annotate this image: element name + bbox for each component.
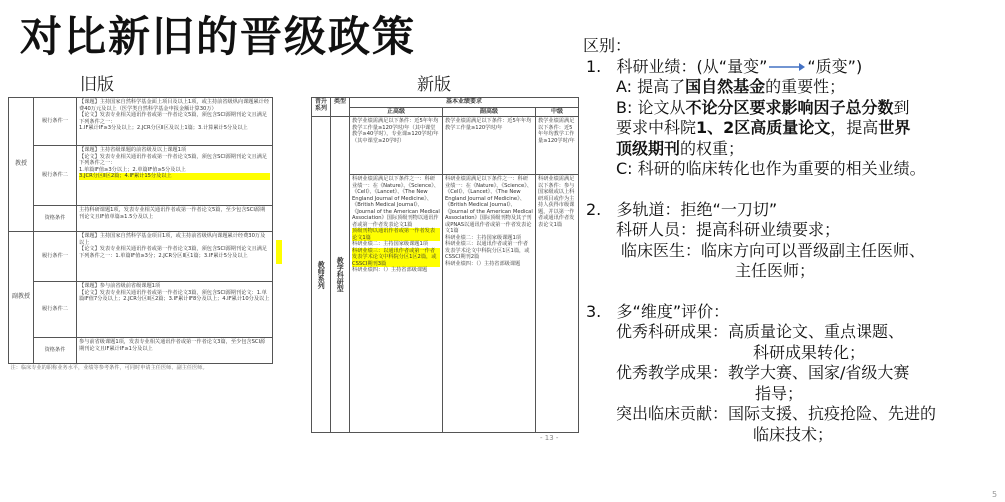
diff-item3-l2c: 指导； xyxy=(755,383,804,403)
new-c1: 教学业绩需满足以下条件：近5年年均教学工作量≥120学时/年 xyxy=(536,117,579,175)
new-highlight-2: 科研业绩三：以通讯作者或第一作者发表学术论文中科院分区1区2篇，或CSSCI期刊3篇 xyxy=(352,248,440,268)
old-sec4-title: 履行条件一 xyxy=(34,232,77,282)
diff-item2-l2: 临床医生：临床方向可以晋级副主任医师、 xyxy=(621,240,926,260)
new-c2: 科研业绩需满足以下条件：参与国家级或以上科研项目或作为主持人获得市级课题，并以第一作者或通讯作者发表论文1篇 xyxy=(536,175,579,433)
old-highlight: 3.JCR分区Ⅱ区2篇；4.IF累计15分及以上 xyxy=(79,173,270,180)
new-highlight-1: 顶级刊物以通讯作者或第一作者发表论文1篇 xyxy=(352,228,440,241)
new-b1: 教学业绩需满足以下条件：近5年年均教学工作量≥120学时/年 xyxy=(443,117,536,175)
old-sec3-title: 资格条件 xyxy=(34,206,77,232)
diff-item1: 1. 科研业绩：(从“量变” “质变”) xyxy=(586,56,863,76)
new-h-senior: 正高级 xyxy=(350,107,443,117)
diff-b-2: 要求中科院1、2区高质量论文，提高世界 xyxy=(616,118,911,137)
diff-item3-l1: 优秀科研成果：高质量论文、重点课题、 xyxy=(616,322,905,341)
old-cell-3: 主持科研课题1项，发表专业相关通讯作者或第一作者论文5篇，至少包含SCI源期刊论文且IF值单篇≥1.5分及以上 xyxy=(77,206,273,232)
new-h-associate: 副高级 xyxy=(443,107,536,117)
diff-item3-l1c: 科研成果转化； xyxy=(753,342,866,362)
old-sec2-title: 履行条件二 xyxy=(34,146,77,206)
diff-b-3: 顶级期刊的权重； xyxy=(616,138,745,158)
old-policy-document xyxy=(8,97,273,422)
diff-item3-l2: 优秀教学成果：教学大赛、国家/省级大赛 xyxy=(616,363,910,382)
page-number: - 13 - xyxy=(540,434,559,442)
old-cell-1: 【课题】主持国家自然科学基金面上项目及以上1项，或主持前省级纵向课题累计经费40万元及以上（医学类自然科学基金申报金额计算30万） 【论文】发表专业相关通讯作者或第一作者论文5篇，须包含SCI源期刊论文且满足下列条件之一： 1.IF累计IF≥3分及以上；2.JCR分区Ⅱ区及以上1篇；3.计算累计5分及以上 xyxy=(77,98,273,146)
old-cell-4: 【课题】主持国家自然科学基金项目1项，或主持前省级纵向课题累计经费30万及以上 【论文】发表专业相关通讯作者或第一作者论文3篇，须包含SCI源期刊论文且满足下列条件之一：1.单篇IF值≥3分；2.JCR分区Ⅱ区1篇；3.IF累计5分及以上 xyxy=(77,232,273,282)
new-b-research: 科研业绩需满足以下条件之一：科研业绩一：在《Nature》、《Science》、《Cell》、《Lancet》、《The New England Journal of Medicine》、《British Medical Journal》、《Journal of the American Medical Association》国际顶级刊物及其子刊或PNAS以通讯作者或第一作者发表论文1篇 科研业绩二：主持国家级课题1项 科研业绩三：以通讯作者或第一作者发表学术论文中科院分区1区1篇，或CSSCI期刊2篇 科研业绩四：（）主持省部级课题 xyxy=(443,175,536,433)
new-a1: 教学业绩需满足以下条件：近5年年均教学工作量≥120学时/年（其中课堂教学≥40学时），专业课≥120学时/年（其中课堂≥20学时） xyxy=(350,117,443,175)
diff-item3: 3. 多“维度”评价： xyxy=(586,301,730,321)
diff-a: A: 提高了国自然基金的重要性； xyxy=(616,77,846,96)
new-h-type: 类型 xyxy=(331,98,350,117)
slide-title: 对比新旧的晋级政策 xyxy=(20,12,417,61)
old-cell-5: 【课题】参与前省级前省级课题1项 【论文】发表专业相关通讯作者或第一作者论文3篇，须包含SCI源期刊论文：1.单篇IF值7分及以上；2.JCR分区Ⅱ区2篇；3.IF累计IF8分及以上；4.IF累计10分及以上 xyxy=(77,282,273,338)
diff-heading: 区别： xyxy=(583,36,632,55)
new-h-intermediate: 中级 xyxy=(536,107,579,117)
slide-number: 5 xyxy=(992,490,998,499)
old-sec6-title: 资格条件 xyxy=(34,338,77,364)
diff-item2-l1: 科研人员：提高科研业绩要求； xyxy=(616,220,841,239)
old-row-assoc-professor: 副教授 xyxy=(9,232,34,364)
new-series: 教师系列 xyxy=(312,117,331,433)
old-row-professor: 教授 xyxy=(9,98,34,232)
diff-item3-l3: 突出临床贡献：国际支援、抗疫抢险、先进的 xyxy=(616,404,937,423)
diff-c: C: 科研的临床转化也作为重要的相关业绩。 xyxy=(616,159,926,178)
new-a-research: 科研业绩需满足以下条件之一：科研业绩一：在《Nature》、《Science》、《Cell》、《Lancet》、《The New England Journal of Medicine》、《British Medical Journal》、《Journal of the American Medical Association》国际顶级刊物以通讯作者或第一作者发表论文1篇 顶级刊物以通讯作者或第一作者发表论文1篇 科研业绩二：主持国家级课题1项 科研业绩三：以通讯作者或第一作者发表学术论文中科院分区1区2篇，或CSSCI期刊3篇 科研业绩四：（）主持省部级课题 xyxy=(350,175,443,433)
diff-item2: 2. 多轨道：拒绝“一刀切” xyxy=(586,199,778,219)
old-note: 注：临床专业的职称业务水平，业绩等参考条件，可同时申请主任医师、副主任医师。 xyxy=(10,365,208,371)
arrow-icon xyxy=(769,62,805,72)
new-version-label: 新版 xyxy=(417,75,451,95)
diff-item3-l3c: 临床技术； xyxy=(753,424,834,444)
new-h-main: 基本业绩要求 xyxy=(350,98,579,108)
old-cell-6: 参与前省级课题1项，发表专业相关通讯作者或第一作者论文3篇，至少包含SCI源期刊论文且IF累计IF≥1分及以上 xyxy=(77,338,273,364)
old-cell-2: 【课题】主持省级课题的前省级及以上课题1项 【论文】发表专业相关通讯作者或第一作者论文5篇，须包含SCI源期刊论文且满足下列条件之一： 1.单篇IF值≥3分以上；2.单篇IF值≥5分及以上 3.JCR分区Ⅱ区2篇；4.IF累计15分及以上 xyxy=(77,146,273,206)
old-version-label: 旧版 xyxy=(80,75,114,95)
yellow-marker xyxy=(276,240,282,264)
new-policy-document xyxy=(311,97,579,433)
new-type: 教学科研型 xyxy=(331,117,350,433)
old-sec1-title: 履行条件一 xyxy=(34,98,77,146)
old-sec5-title: 履行条件二 xyxy=(34,282,77,338)
differences-panel xyxy=(583,36,1003,445)
diff-b: B: 论文从不论分区要求影响因子总分数到 xyxy=(616,97,910,117)
new-h-series: 晋升系列 xyxy=(312,98,331,117)
diff-item2-l3: 主任医师； xyxy=(735,261,816,280)
